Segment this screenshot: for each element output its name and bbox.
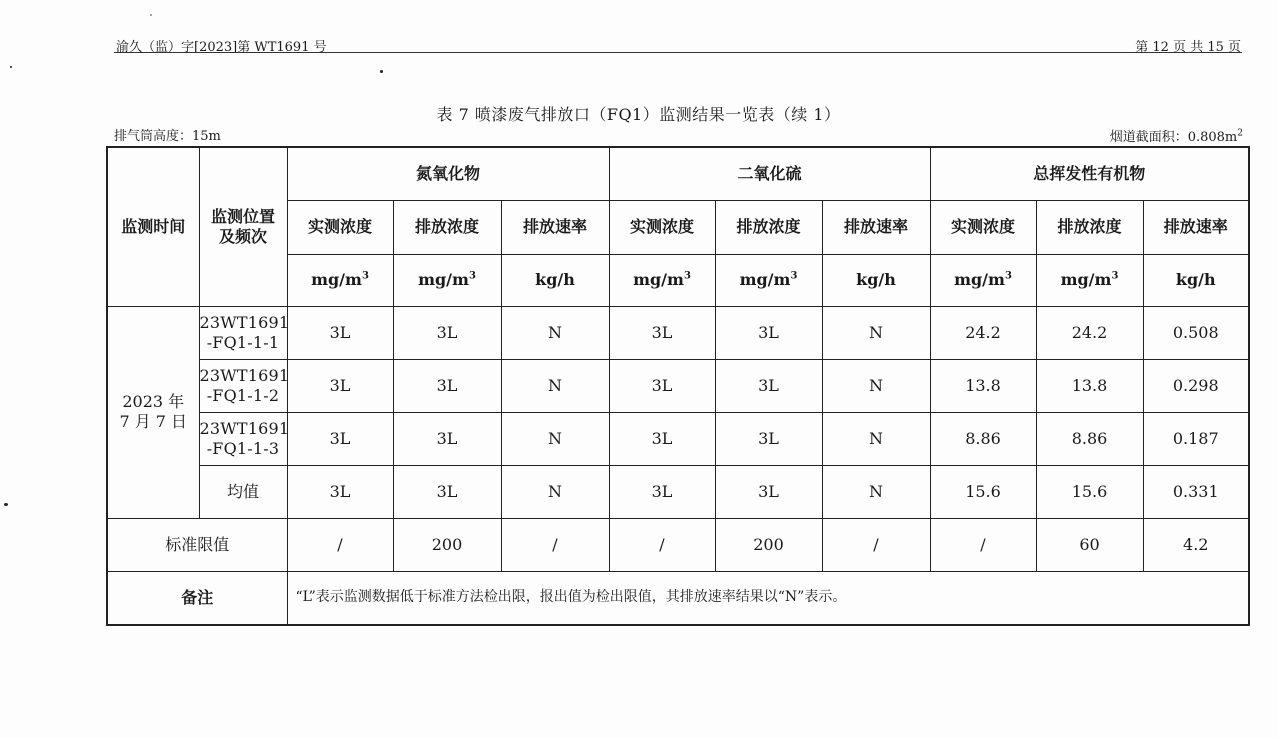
unit-cell	[609, 254, 715, 306]
date-line2: 7 月 7 日	[119, 412, 188, 431]
col-header-location-line2: 及频次	[218, 226, 267, 246]
col-header-location	[199, 147, 287, 306]
note-label: 备注	[107, 571, 287, 625]
value-cell: 13.8	[930, 359, 1036, 412]
unit-base: mg/m	[418, 270, 469, 289]
value-cell: 3L	[393, 359, 501, 412]
col-header-location-line1: 监测位置	[210, 206, 275, 226]
unit-base: kg/h	[535, 270, 575, 289]
value-cell: 3L	[715, 465, 822, 518]
value-cell: 0.298	[1143, 359, 1249, 412]
date-line1: 2023 年	[122, 392, 185, 411]
unit-sup: 3	[790, 270, 798, 282]
unit-base: mg/m	[633, 270, 684, 289]
value-cell: 3L	[393, 412, 501, 465]
group-header-so2: 二氧化硫	[609, 147, 930, 200]
unit-base: kg/h	[856, 270, 896, 289]
value-cell: 8.86	[1036, 412, 1143, 465]
stack-height: 排气筒高度：15m	[114, 129, 221, 144]
unit-cell	[501, 254, 609, 306]
value-cell: 4.2	[1143, 518, 1249, 571]
flue-area-sup: 2	[1237, 128, 1243, 139]
sample-id	[199, 359, 290, 412]
value-cell: N	[822, 359, 930, 412]
note-row	[107, 571, 1249, 625]
value-cell: 3L	[393, 306, 501, 359]
value-cell: 3L	[287, 412, 393, 465]
header-divider	[114, 52, 1242, 53]
unit-base: mg/m	[1060, 270, 1112, 289]
sample-id-line2: -FQ1-1-2	[206, 385, 280, 405]
scan-speck	[380, 70, 383, 73]
average-label: 均值	[199, 465, 287, 518]
value-cell: 15.6	[1036, 465, 1143, 518]
value-cell: 200	[393, 518, 501, 571]
subheader: 实测浓度	[930, 200, 1036, 254]
sample-id-line1: 23WT1691	[199, 418, 290, 438]
value-cell: 3L	[715, 412, 822, 465]
subheader: 排放浓度	[393, 200, 501, 254]
header-row-groups	[107, 147, 1249, 200]
value-cell: 0.187	[1143, 412, 1249, 465]
subheader: 排放浓度	[1036, 200, 1143, 254]
value-cell: /	[287, 518, 393, 571]
limit-row	[107, 518, 1249, 571]
value-cell: N	[501, 412, 609, 465]
unit-sup: 3	[361, 270, 369, 282]
value-cell: /	[501, 518, 609, 571]
scan-speck	[4, 503, 8, 506]
sample-id-line1: 23WT1691	[199, 312, 290, 332]
subheader: 排放速率	[501, 200, 609, 254]
limit-label: 标准限值	[107, 518, 287, 571]
group-header-nox: 氮氧化物	[287, 147, 609, 200]
sample-id-line1: 23WT1691	[199, 365, 290, 385]
value-cell: 0.331	[1143, 465, 1249, 518]
unit-sup: 3	[1111, 270, 1119, 282]
value-cell: 3L	[715, 306, 822, 359]
monitoring-date	[107, 306, 199, 518]
value-cell: /	[930, 518, 1036, 571]
value-cell: 3L	[287, 359, 393, 412]
unit-cell	[393, 254, 501, 306]
page-info: 第 12 页 共 15 页	[1135, 40, 1241, 55]
col-header-time: 监测时间	[107, 147, 199, 306]
value-cell: 15.6	[930, 465, 1036, 518]
value-cell: 3L	[287, 306, 393, 359]
results-table	[106, 146, 1250, 626]
value-cell: 3L	[393, 465, 501, 518]
flue-area	[1110, 126, 1243, 145]
flue-area-label: 烟道截面积：0.808m	[1109, 130, 1238, 145]
value-cell: N	[501, 465, 609, 518]
unit-cell	[930, 254, 1036, 306]
value-cell: N	[822, 412, 930, 465]
value-cell: 0.508	[1143, 306, 1249, 359]
value-cell: /	[822, 518, 930, 571]
unit-sup: 3	[468, 270, 476, 282]
scan-speck	[150, 14, 152, 16]
table-row	[107, 412, 1249, 465]
sample-id	[199, 412, 290, 465]
unit-base: mg/m	[739, 270, 791, 289]
table-row	[107, 306, 1249, 359]
subheader: 实测浓度	[609, 200, 715, 254]
sample-id-line2: -FQ1-1-1	[206, 332, 280, 352]
unit-cell	[715, 254, 822, 306]
value-cell: 24.2	[1036, 306, 1143, 359]
value-cell: N	[822, 465, 930, 518]
unit-base: mg/m	[954, 270, 1005, 289]
value-cell: 13.8	[1036, 359, 1143, 412]
value-cell: 60	[1036, 518, 1143, 571]
sample-id-line2: -FQ1-1-3	[206, 438, 280, 458]
table-row	[107, 359, 1249, 412]
subheader: 实测浓度	[287, 200, 393, 254]
sample-id	[199, 306, 290, 359]
value-cell: 3L	[287, 465, 393, 518]
value-cell: 200	[715, 518, 822, 571]
value-cell: N	[501, 306, 609, 359]
unit-sup: 3	[1004, 270, 1012, 282]
group-header-tvoc: 总挥发性有机物	[930, 147, 1249, 200]
unit-cell	[822, 254, 930, 306]
note-text: “L”表示监测数据低于标准方法检出限，报出值为检出限值，其排放速率结果以“N”表示。	[287, 571, 1249, 625]
value-cell: 3L	[609, 359, 715, 412]
table-title: 表 7 喷漆废气排放口（FQ1）监测结果一览表（续 1）	[436, 105, 841, 124]
value-cell: 3L	[609, 412, 715, 465]
unit-base: kg/h	[1175, 270, 1216, 289]
subheader: 排放速率	[822, 200, 930, 254]
unit-cell	[1036, 254, 1143, 306]
unit-sup: 3	[683, 270, 691, 282]
value-cell: /	[609, 518, 715, 571]
unit-cell	[287, 254, 393, 306]
value-cell: N	[501, 359, 609, 412]
value-cell: N	[822, 306, 930, 359]
value-cell: 8.86	[930, 412, 1036, 465]
unit-base: mg/m	[311, 270, 362, 289]
subheader: 排放速率	[1143, 200, 1249, 254]
value-cell: 3L	[609, 306, 715, 359]
subheader: 排放浓度	[715, 200, 822, 254]
scan-speck	[10, 66, 12, 68]
value-cell: 3L	[715, 359, 822, 412]
unit-cell	[1143, 254, 1249, 306]
document-number: 渝久（监）字[2023]第 WT1691 号	[116, 40, 327, 55]
value-cell: 3L	[609, 465, 715, 518]
average-row	[107, 465, 1249, 518]
value-cell: 24.2	[930, 306, 1036, 359]
